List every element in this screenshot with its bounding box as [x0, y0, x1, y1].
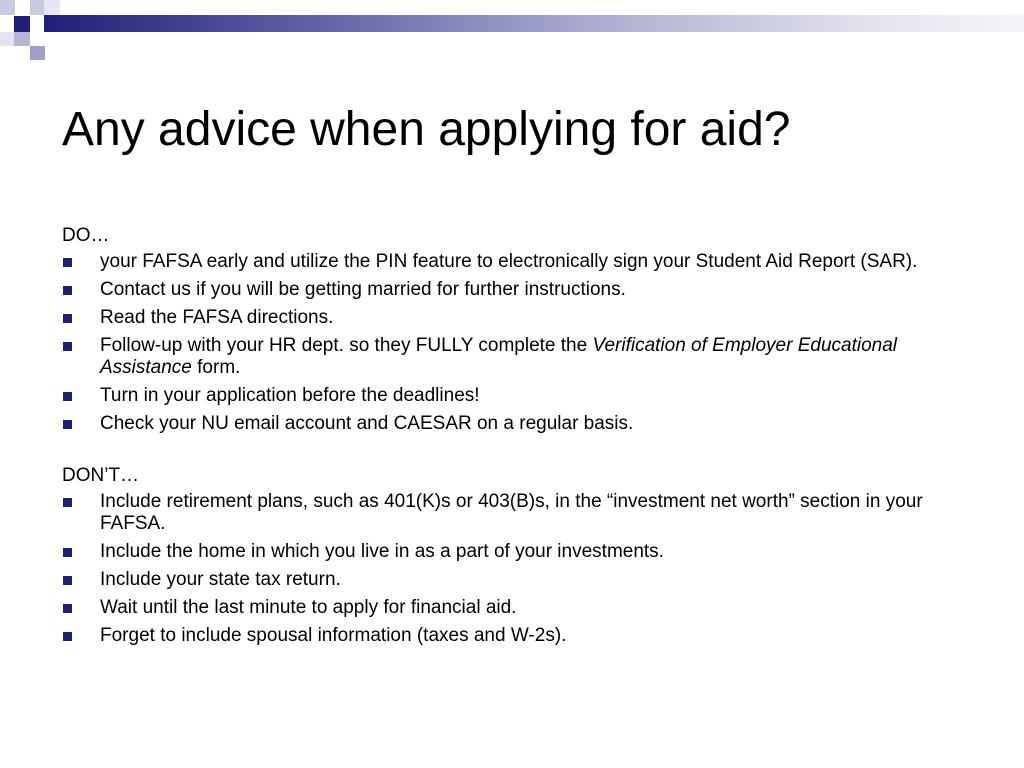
slide-title: Any advice when applying for aid?: [62, 103, 791, 156]
square-bullet-icon: [63, 342, 72, 351]
square-bullet-icon: [63, 392, 72, 401]
list-item-text: Check your NU email account and CAESAR on a regular basis.: [100, 413, 634, 434]
list-item-text: Include your state tax return.: [100, 569, 341, 590]
decor-square: [14, 32, 30, 46]
decor-square: [30, 16, 44, 32]
list-item: [62, 307, 962, 329]
decor-square: [14, 16, 30, 32]
list-item: [62, 413, 962, 435]
slide-content: [62, 225, 962, 653]
list-item: [62, 385, 962, 407]
header-gradient-bar: [44, 15, 1024, 32]
square-bullet-icon: [63, 420, 72, 429]
list-item-text: Include the home in which you live in as a part of your investments.: [100, 541, 664, 562]
do-heading: DO…: [62, 225, 110, 246]
square-bullet-icon: [63, 258, 72, 267]
decor-square: [0, 0, 15, 15]
list-item-text: Wait until the last minute to apply for financial aid.: [100, 597, 517, 618]
list-item-text-before: Follow-up with your HR dept. so they FULLY complete the: [100, 335, 593, 356]
list-item: [62, 335, 962, 379]
decor-square: [44, 0, 60, 15]
dont-list: [62, 491, 962, 647]
square-bullet-icon: [63, 632, 72, 641]
square-bullet-icon: [63, 286, 72, 295]
square-bullet-icon: [63, 498, 72, 507]
list-item-text: your FAFSA early and utilize the PIN feature to electronically sign your Student Aid Report (SAR).: [100, 251, 918, 272]
form-name-italic: Verification of Employer Educational Assistance: [100, 335, 897, 378]
square-bullet-icon: [63, 548, 72, 557]
do-list: [62, 251, 962, 435]
list-item-text: Include retirement plans, such as 401(K)s or 403(B)s, in the “investment net worth” section in your FAFSA.: [100, 491, 923, 534]
list-item: [62, 569, 962, 591]
list-item: [62, 491, 962, 535]
section-spacer: [62, 441, 962, 465]
square-bullet-icon: [63, 576, 72, 585]
square-bullet-icon: [63, 314, 72, 323]
list-item: [62, 597, 962, 619]
square-bullet-icon: [63, 604, 72, 613]
decor-square: [30, 0, 45, 15]
list-item-text: Turn in your application before the deadlines!: [100, 385, 480, 406]
decor-square: [0, 32, 14, 46]
list-item: [62, 251, 962, 273]
decor-square: [30, 46, 45, 60]
list-item-text-after: form.: [191, 357, 241, 378]
list-item-text: Contact us if you will be getting married for further instructions.: [100, 279, 626, 300]
list-item: [62, 541, 962, 563]
list-item: [62, 279, 962, 301]
dont-heading: DON’T…: [62, 465, 140, 486]
list-item-text: Read the FAFSA directions.: [100, 307, 334, 328]
list-item: [62, 625, 962, 647]
list-item-text: Forget to include spousal information (taxes and W-2s).: [100, 625, 567, 646]
